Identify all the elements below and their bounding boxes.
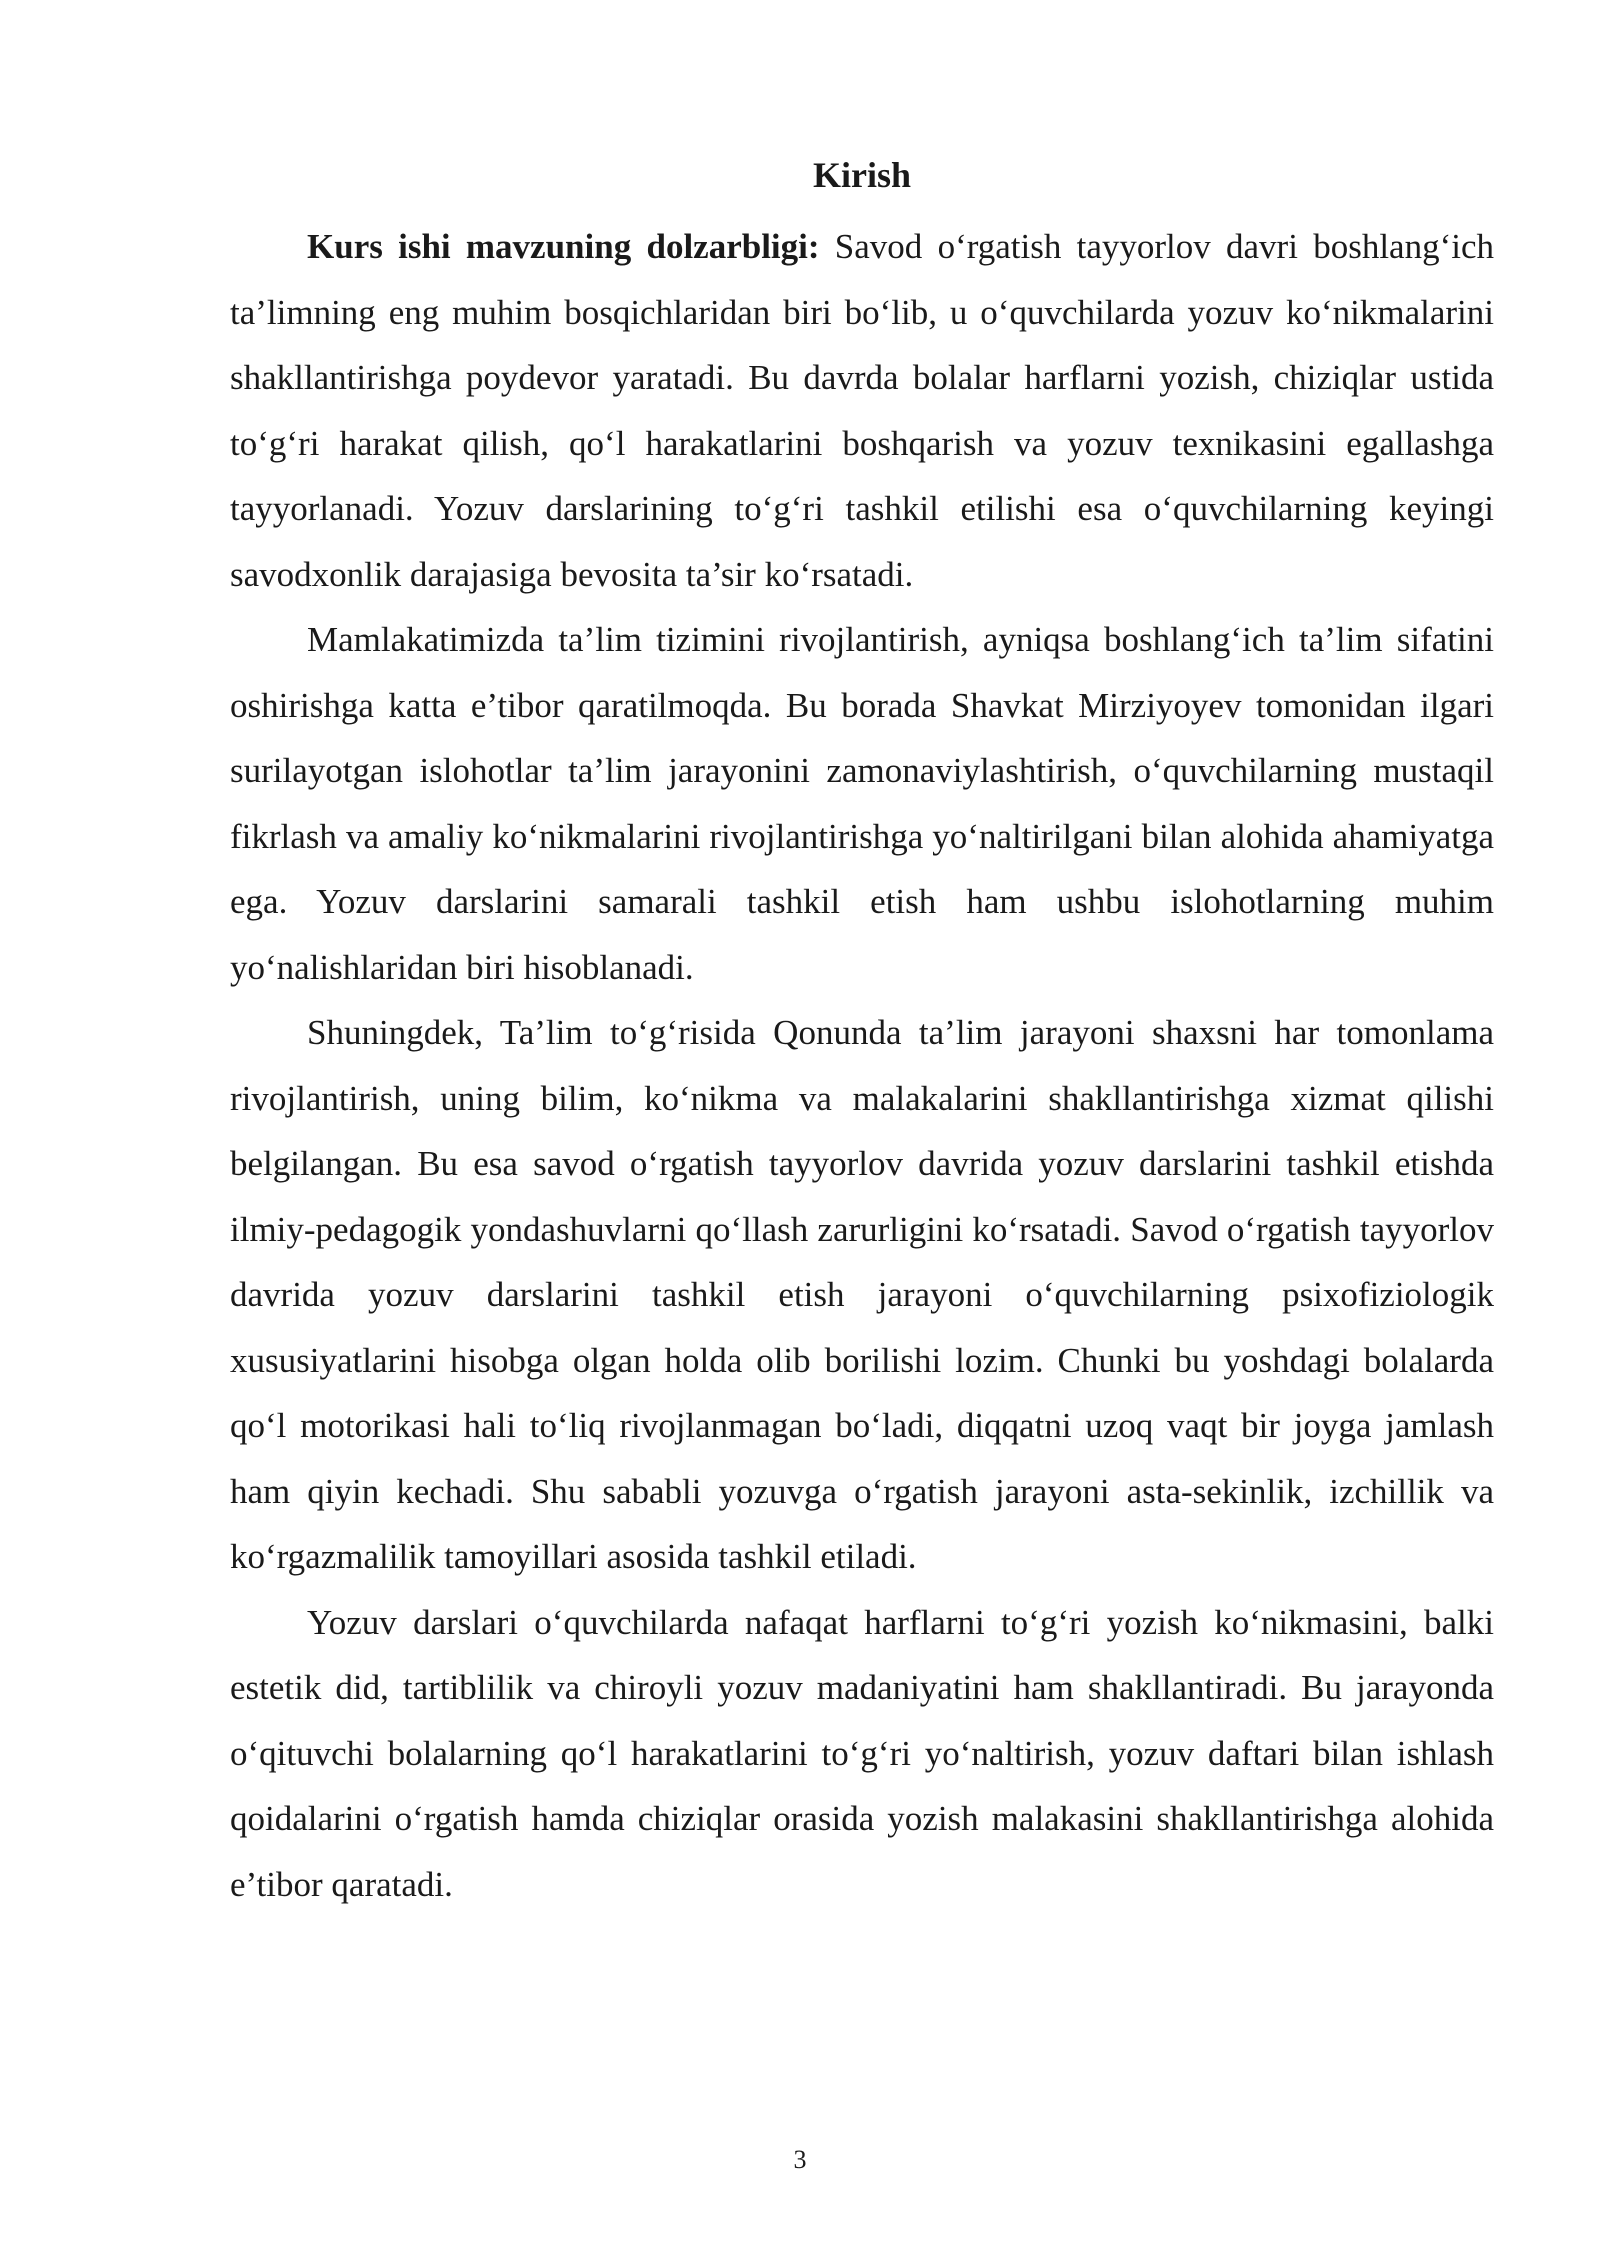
page-number: 3	[793, 2145, 807, 2174]
paragraph-education-system: Mamlakatimizda ta’lim tizimini rivojlantirish, ayniqsa boshlang‘ich ta’lim sifatini oshirishga katta e’tibor qaratilmoqda. Bu borada Shavkat Mirziyoyev tomonidan ilgari surilayotgan islohotlar ta’lim jarayonini zamonaviylashtirish, o‘quvchilarning mustaqil fikrlash va amaliy ko‘nikmalarini rivojlantirishga yo‘naltirilgani bilan alohida ahamiyatga ega. Yozuv darslarini samarali tashkil etish ham ushbu islohotlarning muhim yo‘nalishlaridan biri hisoblanadi.	[230, 620, 1494, 987]
paragraph-relevance	[230, 214, 1494, 607]
paragraph-education-law: Shuningdek, Ta’lim to‘g‘risida Qonunda ta’lim jarayoni shaxsni har tomonlama rivojlantirish, uning bilim, ko‘nikma va malakalarini shakllantirishga xizmat qilishi belgilangan. Bu esa savod o‘rgatish tayyorlov davrida yozuv darslarini tashkil etishda ilmiy-pedagogik yondashuvlarni qo‘llash zarurligini ko‘rsatadi. Savod o‘rgatish tayyorlov davrida yozuv darslarini tashkil etish jarayoni o‘quvchilarning psixofiziologik xususiyatlarini hisobga olgan holda olib borilishi lozim. Chunki bu yoshdagi bolalarda qo‘l motorikasi hali to‘liq rivojlanmagan bo‘ladi, diqqatni uzoq vaqt bir joyga jamlash ham qiyin kechadi. Shu sababli yozuvga o‘rgatish jarayoni asta-sekinlik, izchillik va ko‘rgazmalilik tamoyillari asosida tashkil etiladi.	[230, 1013, 1494, 1576]
paragraph-writing-lessons: Yozuv darslari o‘quvchilarda nafaqat harflarni to‘g‘ri yozish ko‘nikmasini, balki estetik did, tartiblilik va chiroyli yozuv madaniyatini ham shakllantiradi. Bu jarayonda o‘qituvchi bolalarning qo‘l harakatlarini to‘g‘ri yo‘naltirish, yozuv daftari bilan ishlash qoidalarini o‘rgatish hamda chiziqlar orasida yozish malakasini shakllantirishga alohida e’tibor qaratadi.	[230, 1602, 1494, 1904]
paragraph-text: Savod o‘rgatish tayyorlov davri boshlang‘ich ta’limning eng muhim bosqichlaridan biri bo‘lib, u o‘quvchilarda yozuv ko‘nikmalarini shakllantirishga poydevor yaratadi. Bu davrda bolalar harflarni yozish, chiziqlar ustida to‘g‘ri harakat qilish, qo‘l harakatlarini boshqarish va yozuv texnikasini egallashga tayyorlanadi. Yozuv darslarining to‘g‘ri tashkil etilishi esa o‘quvchilarning keyingi savodxonlik darajasiga bevosita ta’sir ko‘rsatadi.	[230, 227, 1494, 594]
page-body	[230, 148, 1494, 1917]
paragraph-lead-heading: Kurs ishi mavzuning dolzarbligi:	[307, 227, 820, 266]
page-title: Kirish	[812, 155, 911, 195]
